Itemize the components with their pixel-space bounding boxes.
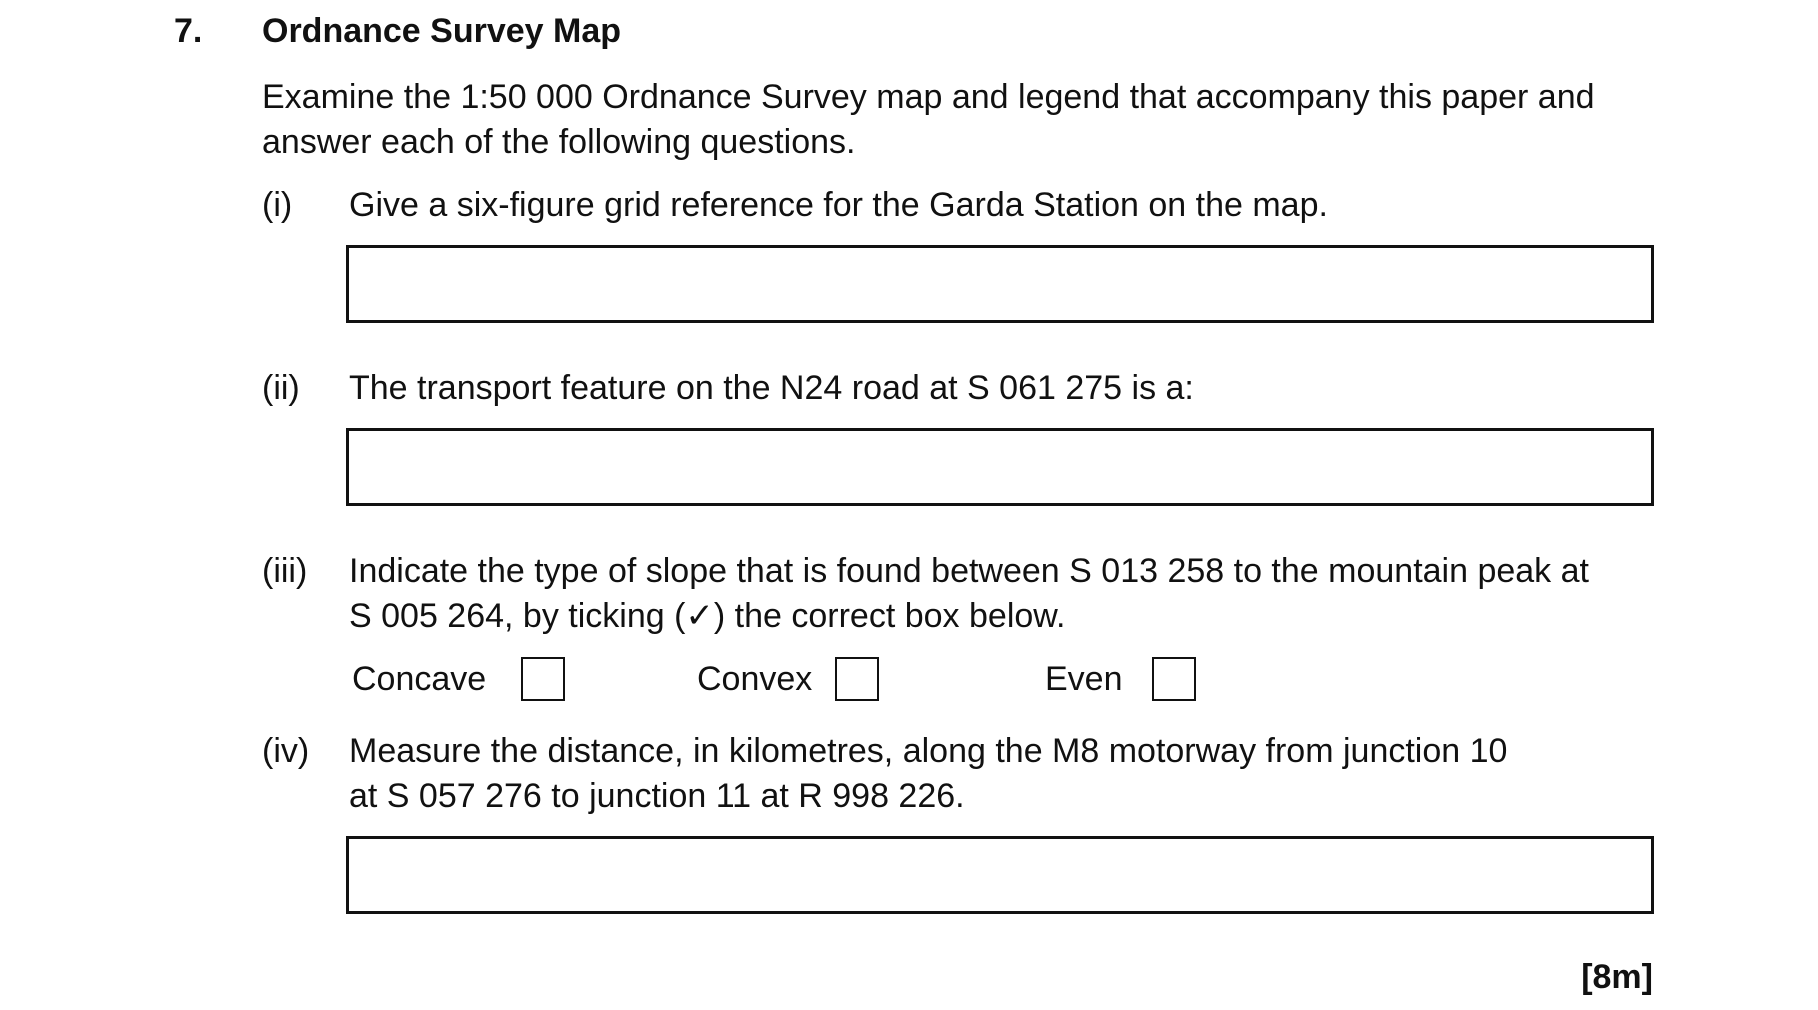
part-ii-text: The transport feature on the N24 road at S 061 275 is a: xyxy=(349,369,1194,407)
option-even-checkbox[interactable] xyxy=(1152,657,1196,701)
part-ii-label: (ii) xyxy=(262,369,300,407)
option-convex-label: Convex xyxy=(697,660,813,698)
part-iii-text xyxy=(349,549,1589,639)
part-iv-answer-box[interactable] xyxy=(346,836,1654,914)
part-iv-line-1: Measure the distance, in kilometres, along the M8 motorway from junction 10 xyxy=(349,732,1508,770)
part-iv-line-2: at S 057 276 to junction 11 at R 998 226. xyxy=(349,777,965,815)
option-concave-checkbox[interactable] xyxy=(521,657,565,701)
part-ii-answer-box[interactable] xyxy=(346,428,1654,506)
option-concave-label: Concave xyxy=(352,660,487,698)
intro-line-1: Examine the 1:50 000 Ordnance Survey map and legend that accompany this paper and xyxy=(262,78,1595,116)
part-iv-label: (iv) xyxy=(262,732,310,770)
option-convex-checkbox[interactable] xyxy=(835,657,879,701)
part-i-text: Give a six-figure grid reference for the Garda Station on the map. xyxy=(349,186,1328,224)
part-iii-line-1: Indicate the type of slope that is found between S 013 258 to the mountain peak at xyxy=(349,552,1589,590)
part-i-label: (i) xyxy=(262,186,293,224)
part-iii-line-2: S 005 264, by ticking (✓) the correct box below. xyxy=(349,597,1066,635)
part-iv-text xyxy=(349,729,1507,819)
question-number: 7. xyxy=(174,12,203,50)
question-intro xyxy=(262,75,1595,165)
part-i-answer-box[interactable] xyxy=(346,245,1654,323)
marks-allocation: [8m] xyxy=(1581,958,1653,996)
intro-line-2: answer each of the following questions. xyxy=(262,123,856,161)
question-title: Ordnance Survey Map xyxy=(262,12,622,50)
option-even-label: Even xyxy=(1045,660,1123,698)
part-iii-label: (iii) xyxy=(262,552,308,590)
